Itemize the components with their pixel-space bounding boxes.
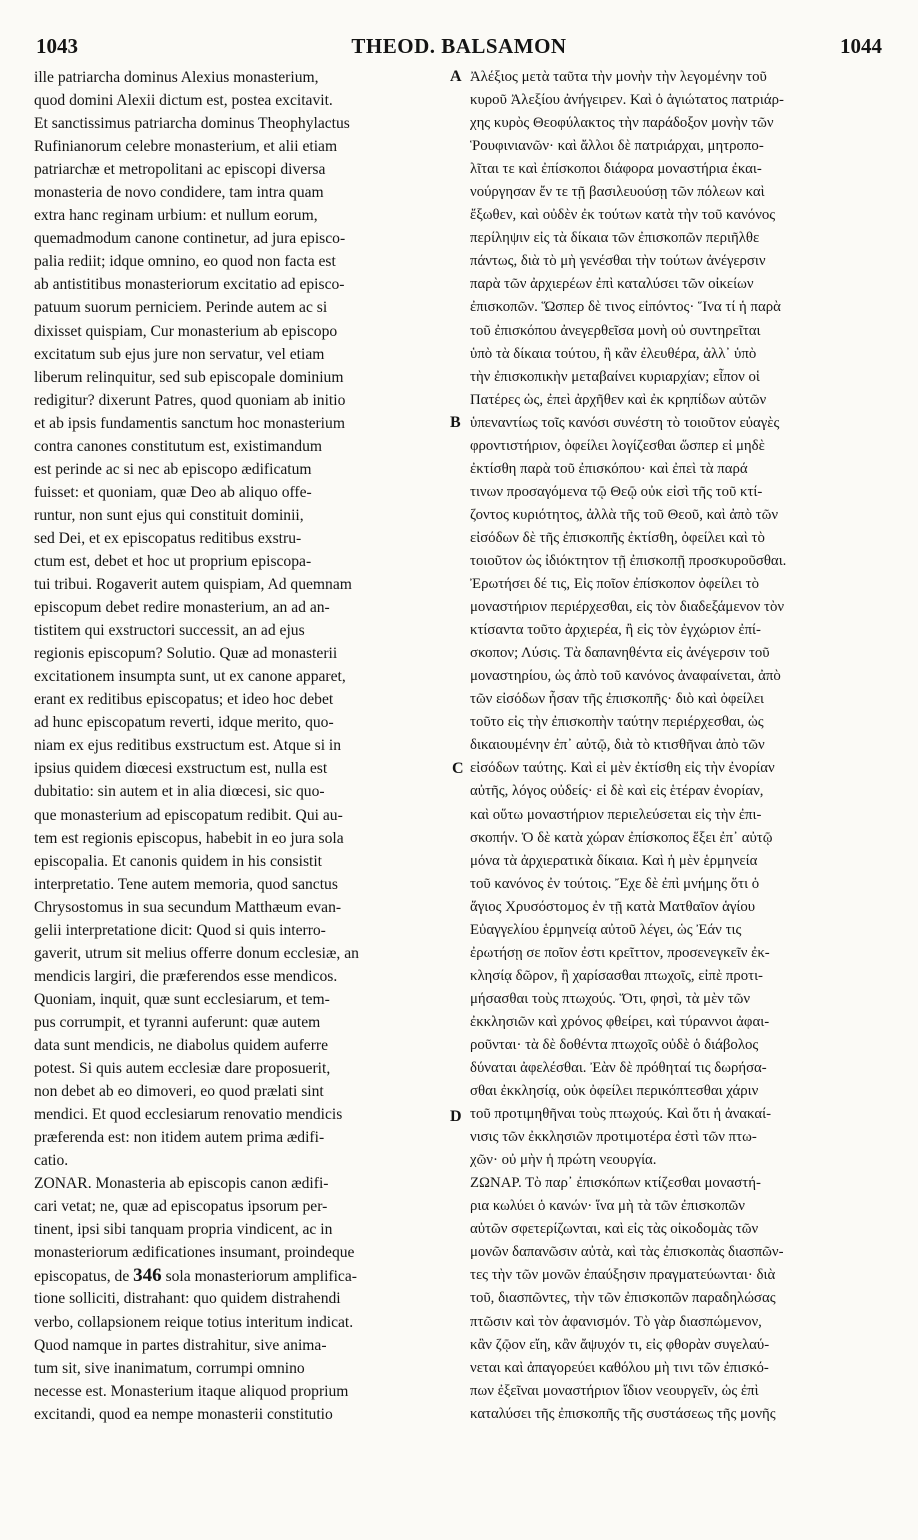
latin-text-line: est perinde ac si nec ab episcopo ædificatum bbox=[34, 460, 312, 478]
latin-text-line: tistitem qui exstructori successit, an ad ejus bbox=[34, 622, 305, 640]
latin-text-line: potest. Si quis autem ecclesiæ dare proposuerit, bbox=[34, 1060, 331, 1078]
latin-text-line: fuisset: et quoniam, quæ Deo ab aliquo offe- bbox=[34, 483, 312, 501]
greek-text-line: Ῥουφινιανῶν· καὶ ἄλλοι δὲ πατριάρχαι, μητροπο- bbox=[470, 138, 764, 155]
latin-text-line: mendicis largiri, die præferendos esse mendicos. bbox=[34, 967, 338, 985]
latin-text-line: tui tribui. Rogaverit autem quispiam, Ad quemnam bbox=[34, 576, 352, 594]
greek-text-line: τοῦ κανόνος ἐν τούτοις. Ἔχε δὲ ἐπὶ μνήμης ὅτι ὁ bbox=[470, 875, 760, 892]
latin-text-line: erant ex reditibus episcopatus; et ideo hoc debet bbox=[34, 691, 334, 709]
latin-text-line: dixisset quispiam, Cur monasterium ab episcopo bbox=[34, 322, 338, 340]
margin-marker-d: D bbox=[450, 1108, 462, 1125]
latin-text-line: ad hunc episcopatum reverti, idque merito, quo- bbox=[34, 714, 334, 732]
latin-text-line: cari vetat; ne, quæ ad episcopatus ipsorum per- bbox=[34, 1198, 328, 1216]
latin-text-line: gaverit, utrum sit melius offerre donum ecclesiæ, an bbox=[34, 944, 359, 962]
latin-text-line: præferenda est: non itidem autem prima ædifi- bbox=[34, 1129, 325, 1147]
latin-text-line: pus corrumpit, et tyranni auferunt: quæ autem bbox=[34, 1013, 321, 1031]
greek-text-line: κἂν ζῷον εἴη, κἂν ἄψυχόν τι, εἰς φθορὰν συγελαύ- bbox=[470, 1336, 770, 1353]
latin-text-line: necesse est. Monasterium itaque aliquod proprium bbox=[34, 1382, 349, 1400]
greek-text-line: εἰσόδων δὲ τῆς ἐπισκοπῆς ἐκτίσθη, ὀφείλει καὶ τὸ bbox=[470, 529, 765, 546]
greek-text-line: χης κυρὸς Θεοφύλακτος τὴν παράδοξον μονὴν τῶν bbox=[470, 115, 774, 132]
greek-text-line: παρὰ τῶν ἀρχιερέων ἐπὶ καταλύσει τῶν οἰκείων bbox=[470, 276, 754, 293]
signature-mark: 346 bbox=[133, 1265, 162, 1287]
latin-text-line: dubitatio: sin autem et in alia diœcesi, sic quo- bbox=[34, 783, 325, 801]
greek-text-line: δικαιουμένην ἐπ᾽ αὐτῷ, διὰ τὸ κτισθῆναι ἀπὸ τῶν bbox=[470, 737, 765, 754]
greek-text-line: χῶν· οὐ μὴν ἡ πρώτη νεουργία. bbox=[470, 1152, 657, 1169]
greek-text-line: τὴν ἐπισκοπικὴν μεταβαίνει κυριαρχίαν; εἶπον οἱ bbox=[470, 368, 760, 385]
greek-text-line: ἐρωτήσῃ σε ποῖον ἐστι κρεῖττον, προσενεγκεῖν ἐκ- bbox=[470, 944, 770, 961]
latin-text-line: quemadmodum canone continetur, ad jura episco- bbox=[34, 230, 346, 248]
greek-text-line: αὐτῶν σφετερίζωνται, καὶ εἰς τὰς οἰκοδομὰς τῶν bbox=[470, 1221, 759, 1238]
latin-text-line: que monasterium ad episcopatum redibit. Qui au- bbox=[34, 806, 343, 824]
latin-text-line: tione solliciti, distrahant: quo quidem distrahendi bbox=[34, 1290, 341, 1308]
greek-text-line: νισις τῶν ἐκκλησιῶν προτιμοτέρα ἐστὶ τῶν πτω- bbox=[470, 1129, 757, 1146]
page-number-left: 1043 bbox=[36, 34, 78, 58]
latin-text-line: palia rediit; idque omnino, eo quod non facta est bbox=[34, 253, 336, 271]
greek-text-line: φροντιστήριον, ὀφείλει λογίζεσθαι ὥσπερ εἰ μηδὲ bbox=[470, 437, 765, 454]
page-number-right: 1044 bbox=[840, 34, 882, 58]
latin-text-line: ZONAR. Monasteria ab episcopis canon ædifi- bbox=[34, 1175, 329, 1193]
latin-text-line: runtur, non sunt ejus qui constituit dominii, bbox=[34, 506, 304, 524]
greek-text-line: μόνα τὰ ἀρχιερατικὰ δίκαια. Καὶ ἡ μὲν ἑρμηνεία bbox=[470, 852, 758, 869]
greek-text-line: καὶ οὕτω μοναστήριον περιελεύσεται εἰς τὴν ἐπι- bbox=[470, 806, 762, 823]
greek-text-line: ἐκτίσθη παρὰ τοῦ ἐπισκόπου· καὶ ἐπεὶ τὰ παρά bbox=[470, 460, 748, 477]
greek-text-line: Πατέρες ὡς, ἐπεὶ ἀρχῆθεν καὶ ἐκ κρηπίδων αὐτῶν bbox=[470, 391, 767, 408]
greek-text-line: τοῦ, διασπῶντες, τὴν τῶν ἐπισκοπῶν παραδηλώσας bbox=[470, 1290, 776, 1307]
latin-text-line: ab antistitibus monasteriorum excitatio ad episco- bbox=[34, 276, 345, 294]
greek-text-line: ροῦνται· τὰ δὲ δοθέντα πτωχοῖς οὐδὲ ὁ διάβολος bbox=[470, 1036, 759, 1053]
greek-text-line: Εὐαγγελίου ἑρμηνείᾳ αὐτοῦ λέγει, ὡς Ἐάν τις bbox=[470, 921, 742, 938]
greek-text-line: Ἐρωτήσει δέ τις, Εἰς ποῖον ἐπίσκοπον ὀφείλει τὸ bbox=[470, 576, 760, 593]
greek-text-line: πτῶσιν καὶ τὸν ἀφανισμόν. Τὸ γὰρ διασπώμενον, bbox=[470, 1313, 762, 1330]
greek-column bbox=[470, 66, 882, 1426]
latin-text-line: interpretatio. Tene autem memoria, quod sanctus bbox=[34, 875, 338, 893]
latin-text-line: quod domini Alexii dictum est, postea excitavit. bbox=[34, 92, 333, 110]
margin-marker-c: C bbox=[452, 760, 464, 777]
latin-text-line: ipsius quidem diœcesi exstructum est, nulla est bbox=[34, 760, 328, 778]
greek-text-line: πων ἐξεῖναι μοναστήριον ἴδιον νεουργεῖν, ὡς ἐπὶ bbox=[470, 1382, 759, 1399]
latin-text-line: regionis episcopum? Solutio. Quæ ad monasterii bbox=[34, 645, 338, 663]
greek-text-line: κυροῦ Ἀλεξίου ἀνήγειρεν. Καὶ ὁ ἁγιώτατος πατριάρ- bbox=[470, 92, 784, 109]
greek-text-line: σθαι ἐκκλησίᾳ, οὐκ ὀφείλει περικόπτεσθαι χάριν bbox=[470, 1083, 759, 1100]
latin-text-line: Quoniam, inquit, quæ sunt ecclesiarum, et tem- bbox=[34, 990, 330, 1008]
latin-text-line: niam ex ejus reditibus exstructum est. Atque si in bbox=[34, 737, 342, 755]
greek-text-line: ἅγιος Χρυσόστομος ἐν τῇ κατὰ Ματθαῖον ἁγίου bbox=[470, 898, 756, 915]
latin-text-line: extra hanc reginam urbium: et nullum eorum, bbox=[34, 207, 318, 225]
greek-text-line: ἔξωθεν, καὶ οὐδὲν ἐκ τούτων κατὰ τὴν τοῦ κανόνος bbox=[470, 207, 776, 224]
page-header bbox=[36, 34, 882, 64]
greek-text-line: κτίσαντα τοῦτο ἀρχιερέα, ἢ εἰς τὸν ἐγχώριον ἐπί- bbox=[470, 622, 761, 639]
greek-text-line: τες τὴν τῶν μονῶν ἐπαύξησιν πραγματεύωνται· διὰ bbox=[470, 1267, 776, 1284]
margin-marker-a: A bbox=[450, 68, 462, 85]
greek-text-line: νεται καὶ ἀπαγορεύει καθόλου μὴ τινι τῶν ἐπισκό- bbox=[470, 1359, 769, 1376]
latin-text-line: gelii interpretatione dicit: Quod si quis interro- bbox=[34, 921, 326, 939]
greek-text-line: μήσασθαι τοὺς πτωχούς. Ὅτι, φησὶ, τὰ μὲν τῶν bbox=[470, 990, 751, 1007]
greek-text-line: δύναται ἀφελέσθαι. Ἐὰν δὲ πρόθηταί τις δωρήσα- bbox=[470, 1060, 767, 1077]
latin-text-line: episcopum debet redire monasterium, an ad an- bbox=[34, 599, 330, 617]
latin-text-line: ille patriarcha dominus Alexius monasterium, bbox=[34, 69, 319, 86]
greek-text-line: ὑπεναντίως τοῖς κανόσι συνέστη τὸ τοιοῦτον εὐαγὲς bbox=[470, 414, 780, 431]
latin-text-line: mendici. Et quod ecclesiarum renovatio mendicis bbox=[34, 1106, 343, 1124]
greek-text-line: καταλύσει τῆς ἐπισκοπῆς τῆς συστάσεως τῆς μονῆς bbox=[470, 1405, 776, 1422]
latin-text-line: patuum suorum perniciem. Perinde autem ac si bbox=[34, 299, 328, 317]
latin-text-line: et ab ipsis fundamentis sanctum hoc monasterium bbox=[34, 414, 345, 432]
latin-text-line: contra canones constitutum est, existimandum bbox=[34, 437, 322, 455]
latin-text-line: verbo, collapsionem reique totius interitum indicat. bbox=[34, 1313, 354, 1331]
latin-text-line: monasteria de novo condidere, tam intra quam bbox=[34, 184, 324, 202]
latin-text-line: excitatum sub ejus jure non servatur, vel etiam bbox=[34, 345, 325, 363]
latin-text-line: tem est regionis episcopus, habebit in eo jura sola bbox=[34, 829, 344, 847]
latin-text-line: catio. bbox=[34, 1152, 69, 1170]
greek-text-line: τοιοῦτον ὡς ἰδιόκτητον τῇ ἐπισκοπῇ προσκυροῦσθαι. bbox=[470, 552, 787, 569]
greek-text-line: ρια κωλύει ὁ κανών· ἵνα μὴ τὰ τῶν ἐπισκοπῶν bbox=[470, 1198, 745, 1215]
latin-text-line: episcopatus, de 346 sola monasteriorum amplifica- bbox=[34, 1265, 357, 1287]
latin-text-line: patriarchæ et metropolitani ac episcopi diversa bbox=[34, 161, 326, 179]
greek-text-line: μονῶν δαπανῶσιν αὐτὰ, καὶ τὰς ἐπισκοπὰς διασπῶν- bbox=[470, 1244, 784, 1261]
greek-text-line: ἐκκλησιῶν καὶ χρόνος φθείρει, καὶ τύραννοι ἀφαι- bbox=[470, 1013, 770, 1030]
greek-text-line: τοῦ ἐπισκόπου ἀνεγερθεῖσα μονὴ οὐ συντηρεῖται bbox=[470, 322, 761, 339]
margin-marker-b: B bbox=[450, 414, 461, 431]
latin-text-line: monasteriorum ædificationes insumant, proindeque bbox=[34, 1244, 355, 1262]
greek-text-line: νούργησαν ἔν τε τῇ βασιλευούσῃ τῶν πόλεων καὶ bbox=[470, 184, 765, 201]
greek-text-line: πάντως, διὰ τὸ μὴ γενέσθαι τὴν τούτων ἀνέγερσιν bbox=[470, 253, 766, 270]
greek-text-line: αὐτῆς, λόγος οὐδείς· εἰ δὲ καὶ εἰς ἑτέραν ἐνορίαν, bbox=[470, 783, 764, 800]
latin-text-line: redigitur? dixerunt Patres, quod quoniam ab initio bbox=[34, 391, 346, 409]
greek-text-line: λῖται τε καὶ ἐπίσκοποι διάφορα μοναστήρια ἐκαι- bbox=[470, 161, 762, 178]
greek-text-line: τῶν εἰσόδων ἦσαν τῆς ἐπισκοπῆς· διὸ καὶ ὀφείλει bbox=[470, 691, 765, 708]
latin-text-line: Rufinianorum celebre monasterium, et alii etiam bbox=[34, 138, 338, 156]
latin-text-line: sed Dei, et ex episcopatus reditibus exstru- bbox=[34, 529, 302, 547]
latin-text-line: data sunt mendicis, ne diabolus quidem auferre bbox=[34, 1036, 329, 1054]
greek-text-line: τοῦ προτιμηθῆναι τοὺς πτωχούς. Καὶ ὅτι ἡ ἀνακαί- bbox=[470, 1106, 771, 1123]
latin-text-line: liberum relinquitur, sed sub episcopale dominium bbox=[34, 368, 344, 386]
greek-text-line: μοναστήριον περιέρχεσθαι, εἰς τὸν διαδεξάμενον τὸν bbox=[470, 599, 785, 616]
latin-text-line: tinent, ipsi sibi tanquam propria vindicent, ac in bbox=[34, 1221, 333, 1239]
latin-text-line: tum sit, sive inanimatum, corrumpi omnino bbox=[34, 1359, 305, 1377]
running-title: THEOD. BALSAMON bbox=[351, 34, 567, 58]
latin-text-line: Et sanctissimus patriarcha dominus Theophylactus bbox=[34, 115, 350, 133]
latin-text-line: excitationem insumpta sunt, ut ex canone apparet, bbox=[34, 668, 346, 686]
greek-text-line: ἐπισκοπῶν. Ὥσπερ δὲ τινος εἰπόντος· Ἵνα τί ἡ παρὰ bbox=[470, 299, 781, 316]
latin-text-line: non debet ab eo dimoveri, eo quod prælati sint bbox=[34, 1083, 324, 1101]
greek-text-line: περίληψιν εἰς τὰ δίκαια τῶν ἐπισκοπῶν περιῆλθε bbox=[470, 230, 760, 247]
greek-text-line: τινων προσαγόμενα τῷ Θεῷ οὐκ εἰσὶ τῆς τοῦ κτί- bbox=[470, 483, 763, 500]
greek-text-line: μοναστηρίου, ὡς ἀπὸ τοῦ κανόνος ἀναφαίνεται, ἀπὸ bbox=[470, 668, 781, 685]
greek-text-line: ὑπὸ τὰ δίκαια τούτου, ἢ κἂν ἐλευθέρα, ἀλλ᾽ ὑπὸ bbox=[470, 345, 757, 362]
latin-text-line: ctum est, debet et hoc ut proprium episcopa- bbox=[34, 552, 312, 570]
latin-text-line: excitandi, quod ea nempe monasterii constitutio bbox=[34, 1405, 333, 1423]
latin-text-line: episcopalia. Et canonis quidem in his consistit bbox=[34, 852, 323, 870]
greek-text-line: ΖΩΝΑΡ. Τὸ παρ᾽ ἐπισκόπων κτίζεσθαι μοναστή- bbox=[470, 1175, 761, 1192]
greek-text-line: τοῦτο εἰς τὴν ἐπισκοπὴν ταύτην περιέρχεσθαι, ὡς bbox=[470, 714, 764, 731]
greek-text-line: σκοπήν. Ὁ δὲ κατὰ χώραν ἐπίσκοπος ἕξει ἐπ᾽ αὐτῷ bbox=[470, 829, 773, 846]
greek-text-line: κλησίᾳ δῶρον, ἢ χαρίσασθαι πτωχοῖς, εἰπὲ προτι- bbox=[470, 967, 763, 984]
greek-text-line: εἰσόδων ταύτης. Καὶ εἰ μὲν ἐκτίσθη εἰς τὴν ἐνορίαν bbox=[470, 760, 775, 777]
greek-text-line: Ἀλέξιος μετὰ ταῦτα τὴν μονὴν τὴν λεγομένην τοῦ bbox=[470, 69, 767, 85]
greek-text-line: σκοπον; Λύσις. Τὰ δαπανηθέντα εἰς ἀνέγερσιν τοῦ bbox=[470, 645, 770, 662]
latin-text-line: Chrysostomus in sua secundum Matthæum evan- bbox=[34, 898, 342, 916]
latin-text-line: Quod namque in partes distrahitur, sive anima- bbox=[34, 1336, 327, 1354]
greek-text-line: ζοντος κυριότητος, ἀλλὰ τῆς τοῦ Θεοῦ, καὶ ἀπὸ τῶν bbox=[470, 506, 779, 523]
latin-column bbox=[34, 66, 446, 1426]
